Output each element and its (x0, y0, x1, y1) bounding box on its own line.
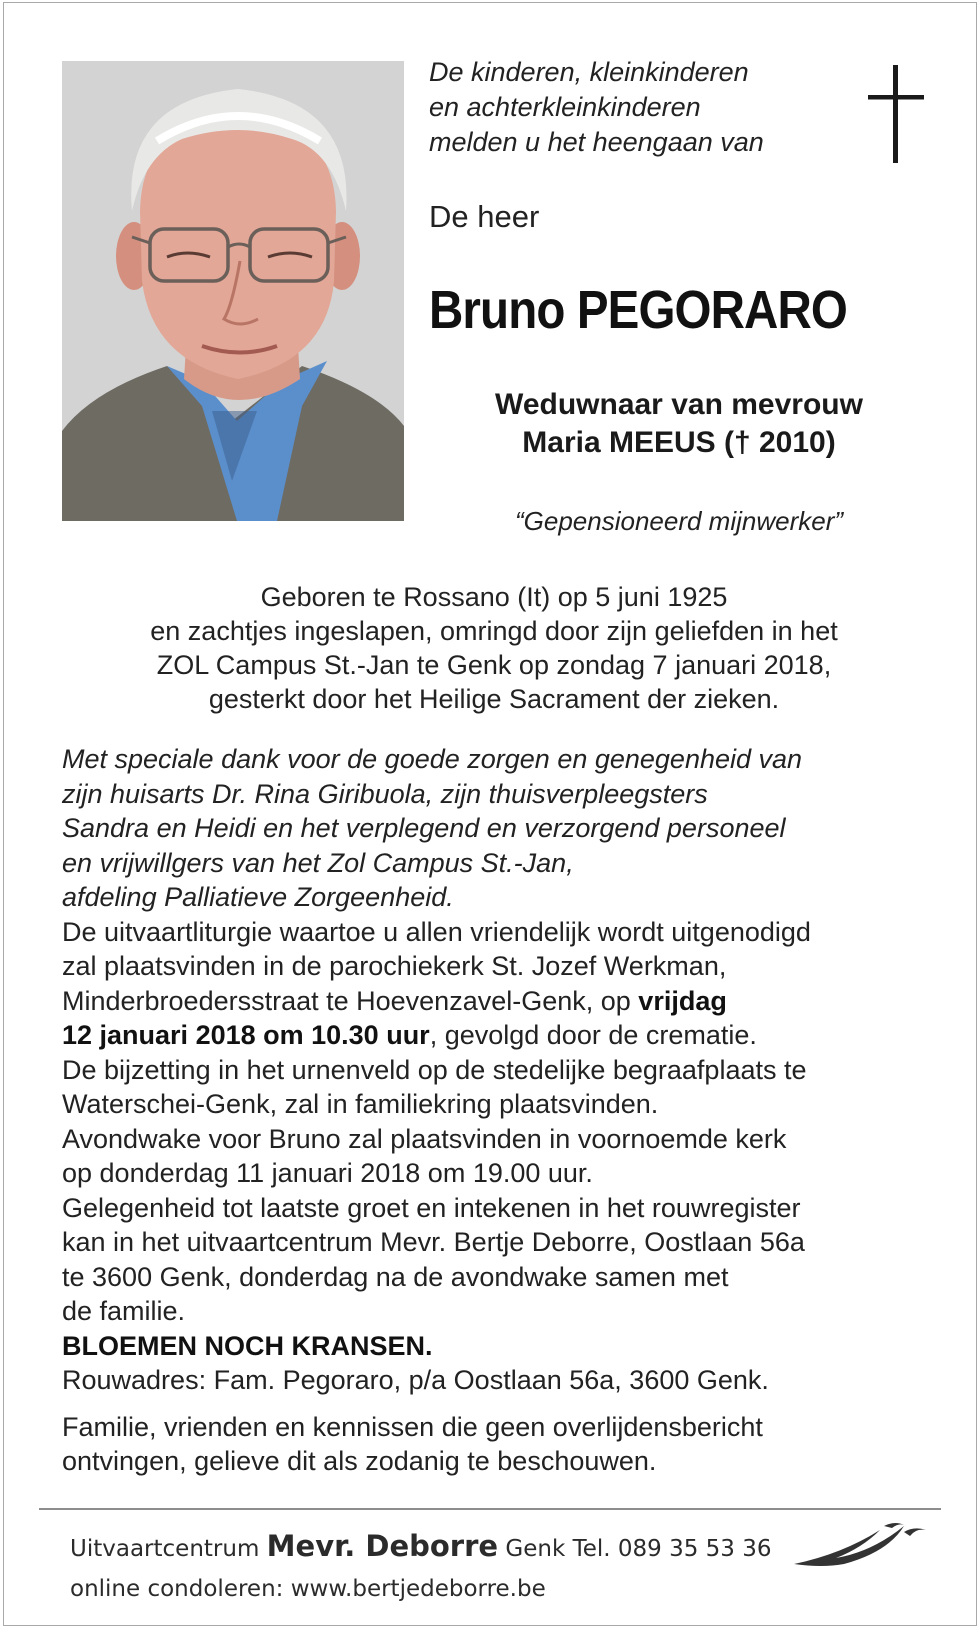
widow-of (429, 386, 929, 462)
liturgy-line (62, 1018, 962, 1053)
detail-line: te 3600 Genk, donderdag na de avondwake samen met (62, 1261, 729, 1292)
intro-text (429, 55, 849, 160)
online-condolences[interactable]: online condoleren: www.bertjedeborre.be (70, 1576, 546, 1602)
funeral-home-city: Genk (505, 1536, 566, 1562)
deceased-name: Bruno PEGORARO (429, 280, 848, 340)
liturgy-location: Minderbroedersstraat te Hoevenzavel-Genk, op (62, 985, 639, 1016)
birth-line: Geboren te Rossano (It) op 5 juni 1925 (260, 582, 728, 612)
liturgy-line (62, 984, 962, 1019)
mourning-address: Rouwadres: Fam. Pegoraro, p/a Oostlaan 56a, 3600 Genk. (62, 1365, 769, 1395)
thanks-line: Sandra en Heidi en het verplegend en verzorgend personeel (62, 813, 786, 843)
main-text (62, 742, 962, 1479)
thanks-line: Met speciale dank voor de goede zorgen en genegenheid van (62, 744, 803, 774)
detail-line: kan in het uitvaartcentrum Mevr. Bertje Deborre, Oostlaan 56a (62, 1227, 805, 1257)
widow-line: Maria MEEUS († 2010) (522, 426, 836, 459)
detail-line: de familie. (62, 1296, 186, 1326)
closing-line: Familie, vrienden en kennissen die geen overlijdensbericht (62, 1411, 763, 1442)
birth-line: en zachtjes ingeslapen, omringd door zijn geliefden in het (150, 616, 838, 646)
birth-line: ZOL Campus St.-Jan te Genk op zondag 7 januari 2018, (156, 650, 832, 680)
cross-icon (866, 65, 926, 163)
detail-line: De bijzetting in het urnenveld op de stedelijke begraafplaats te (62, 1054, 807, 1085)
birth-and-death-text (44, 580, 944, 716)
liturgy-datetime: 12 januari 2018 om 10.30 uur (62, 1020, 430, 1050)
detail-line: Waterschei-Genk, zal in familiekring plaatsvinden. (62, 1089, 659, 1119)
liturgy-cremation: , gevolgd door de crematie. (429, 1020, 757, 1050)
thanks-line: zijn huisarts Dr. Rina Giribuola, zijn thuisverpleegsters (62, 778, 708, 809)
funeral-home-phone[interactable]: Tel. 089 35 53 36 (572, 1536, 772, 1562)
birds-logo-icon (792, 1518, 932, 1570)
birth-line: gesterkt door het Heilige Sacrament der zieken. (208, 684, 780, 714)
spacer (62, 1398, 962, 1410)
funeral-home-name: Mevr. Deborre (266, 1529, 499, 1563)
closing-line: ontvingen, gelieve dit als zodanig te beschouwen. (62, 1446, 657, 1476)
thanks-line: en vrijwillgers van het Zol Campus St.-Jan, (62, 847, 574, 878)
divider (39, 1508, 941, 1510)
funeral-home-footer (70, 1526, 830, 1609)
intro-line: en achterkleinkinderen (429, 92, 701, 122)
funeral-home-label: Uitvaartcentrum (70, 1536, 260, 1562)
flowers-notice: BLOEMEN NOCH KRANSEN. (62, 1330, 433, 1361)
liturgy-day: vrijdag (638, 985, 727, 1016)
thanks-line: afdeling Palliatieve Zorgeenheid. (62, 882, 454, 912)
intro-line: melden u het heengaan van (429, 127, 764, 157)
intro-line: De kinderen, kleinkinderen (429, 57, 749, 87)
title-prefix: De heer (429, 199, 540, 234)
portrait-photo (62, 61, 404, 521)
occupation: “Gepensioneerd mijnwerker” (514, 506, 844, 536)
obituary-card (3, 2, 977, 1626)
detail-line: Gelegenheid tot laatste groet en intekenen in het rouwregister (62, 1192, 801, 1223)
portrait-illustration (62, 61, 404, 521)
widow-line: Weduwnaar van mevrouw (495, 388, 863, 421)
liturgy-line: De uitvaartliturgie waartoe u allen vriendelijk wordt uitgenodigd (62, 916, 811, 947)
funeral-home-line (70, 1526, 830, 1569)
liturgy-line: zal plaatsvinden in de parochiekerk St. Jozef Werkman, (62, 951, 727, 981)
detail-line: op donderdag 11 januari 2018 om 19.00 uur. (62, 1158, 593, 1188)
detail-line: Avondwake voor Bruno zal plaatsvinden in voornoemde kerk (62, 1123, 787, 1154)
